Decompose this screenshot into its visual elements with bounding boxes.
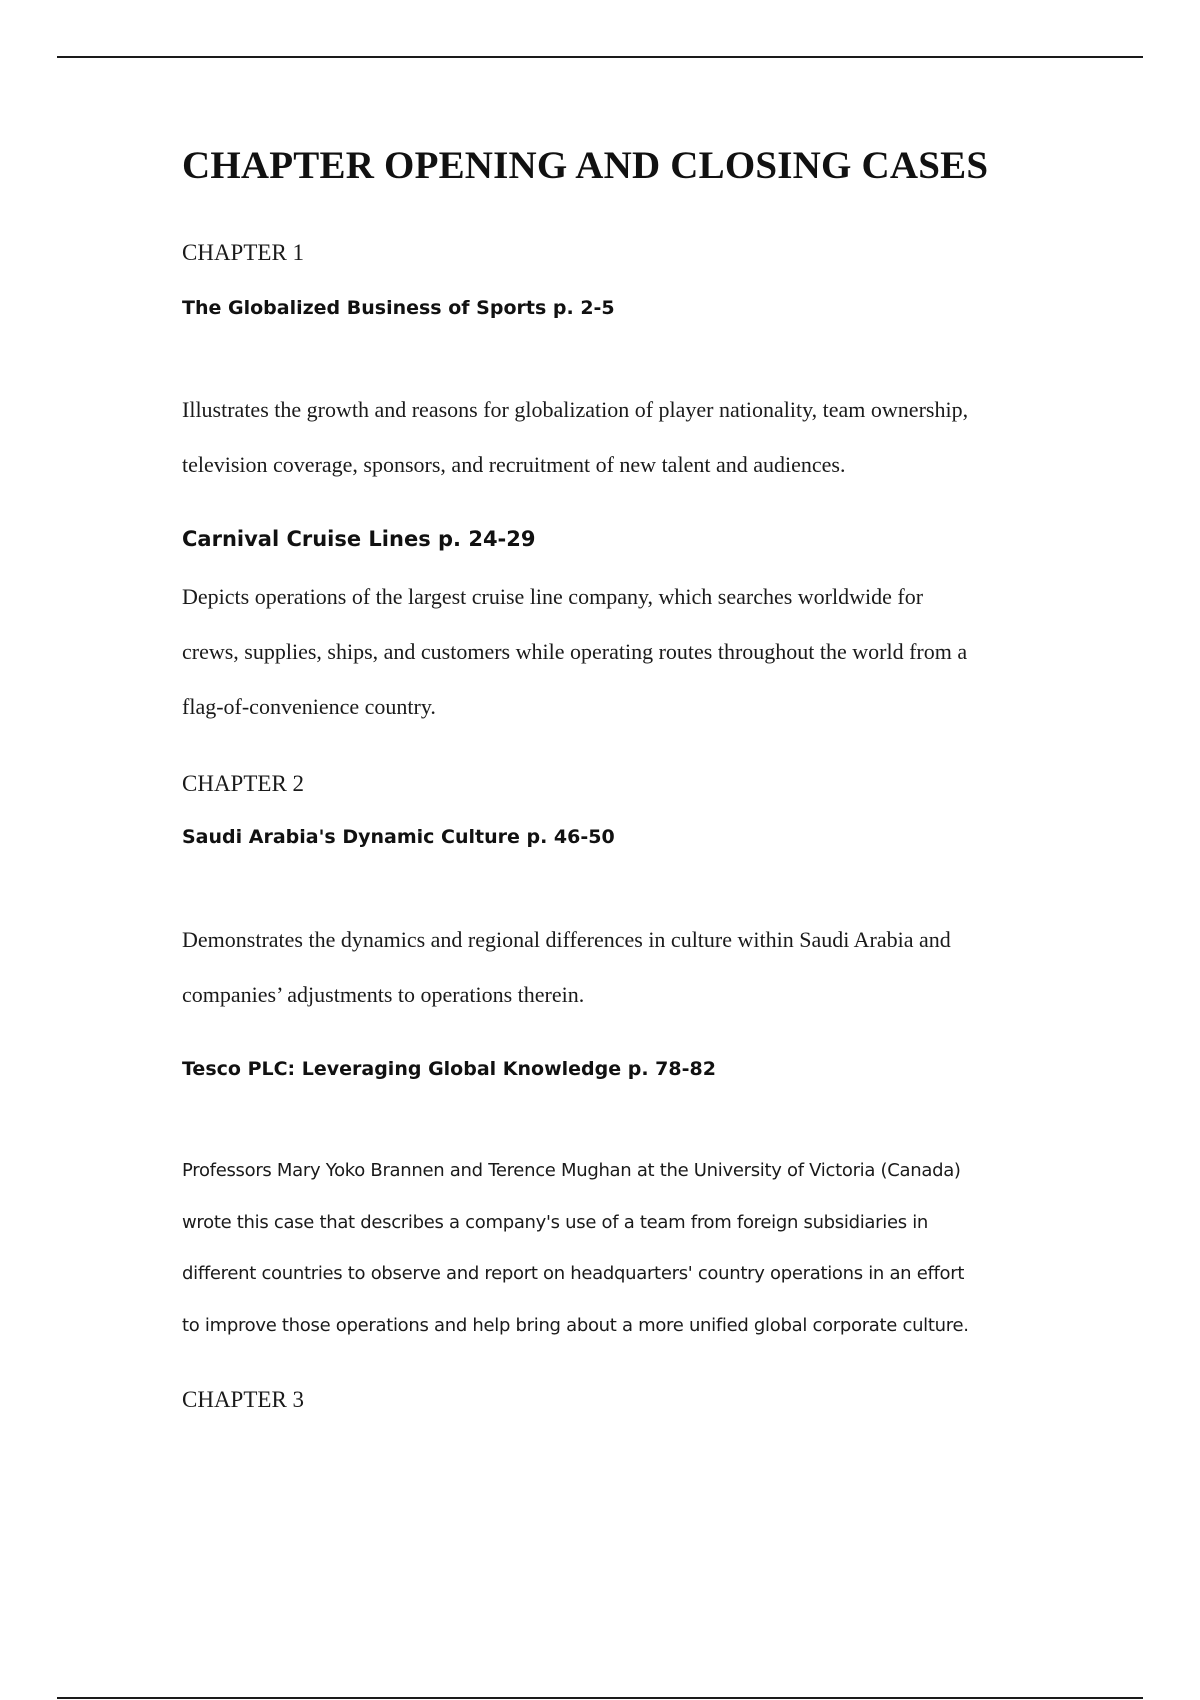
case-title-tesco: Tesco PLC: Leveraging Global Knowledge p. 78-82 [182,1058,716,1080]
chapter-1-heading: CHAPTER 1 [182,240,305,265]
case-description-line: crews, supplies, ships, and customers while operating routes throughout the world from a [182,639,968,664]
case-title-carnival-cruise: Carnival Cruise Lines p. 24-29 [182,527,536,551]
chapter-2-heading: CHAPTER 2 [182,771,305,796]
case-description-line: companies’ adjustments to operations therein. [182,982,585,1007]
top-rule [57,56,1143,58]
case-title-saudi-arabia: Saudi Arabia's Dynamic Culture p. 46-50 [182,826,615,848]
case-description-line: television coverage, sponsors, and recruitment of new talent and audiences. [182,452,846,477]
case-description-line: wrote this case that describes a company's use of a team from foreign subsidiaries in [182,1212,929,1233]
case-title-globalized-sports: The Globalized Business of Sports p. 2-5 [182,297,615,319]
chapter-3-heading: CHAPTER 3 [182,1387,305,1412]
case-description-line: Illustrates the growth and reasons for globalization of player nationality, team ownership, [182,397,969,422]
case-description-line: Depicts operations of the largest cruise line company, which searches worldwide for [182,584,924,609]
case-description-line: different countries to observe and report on headquarters' country operations in an effort [182,1263,965,1284]
case-description-line: Professors Mary Yoko Brannen and Terence Mughan at the University of Victoria (Canada) [182,1160,961,1181]
case-description-line: to improve those operations and help bring about a more unified global corporate culture. [182,1315,969,1336]
case-description-line: Demonstrates the dynamics and regional differences in culture within Saudi Arabia and [182,927,951,952]
bottom-rule [57,1697,1143,1699]
page-title: CHAPTER OPENING AND CLOSING CASES [182,144,989,187]
case-description-line: flag-of-convenience country. [182,694,436,719]
